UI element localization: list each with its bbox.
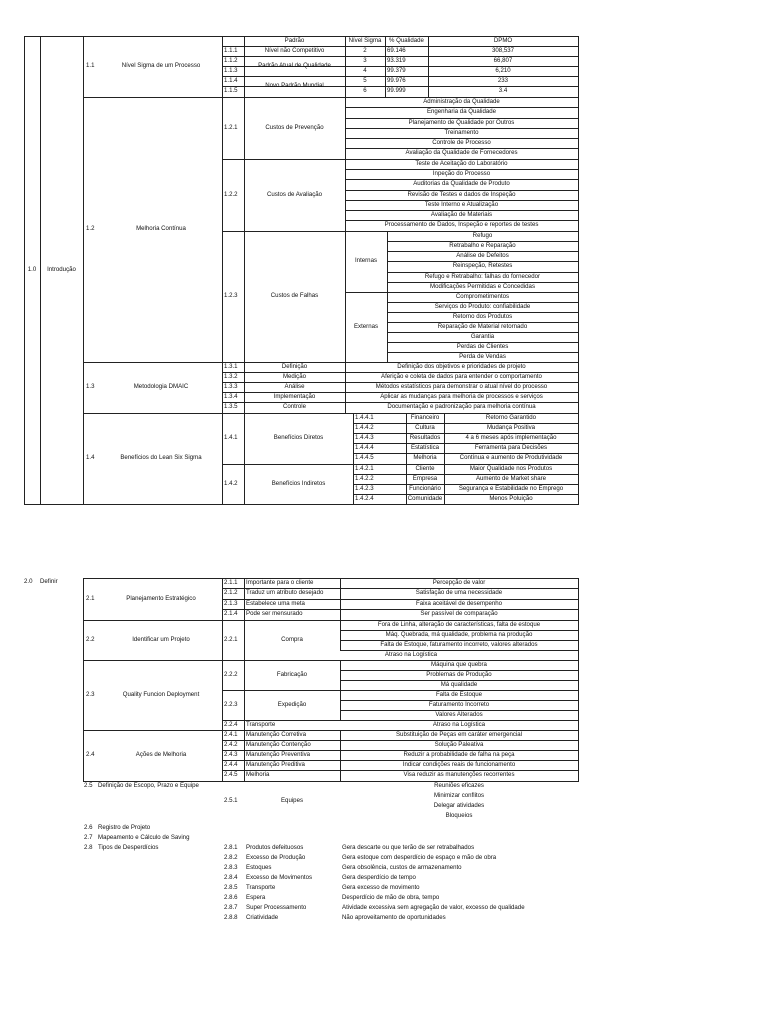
external-failure-item: Serviços do Produto: confiabilidade [434, 302, 531, 310]
waste-description: Atividade excessiva sem agregação de valor, excesso de qualidade [342, 903, 525, 911]
prevention-item: Avaliação da Qualidade de Fornecedores [405, 149, 518, 157]
sigma-dpmo: 6,210 [495, 66, 511, 74]
grid-line [345, 128, 579, 129]
plan-code: 2.1.3 [224, 599, 238, 607]
appraisal-item: Auditorias da Qualidade de Produto [413, 180, 510, 188]
external-failure-item: Comprometimentos [455, 292, 510, 300]
benefit-description: Maior Qualidade nos Produtos [469, 464, 553, 472]
action-code: 2.4.3 [224, 750, 238, 758]
fabrication-issue: Problemas de Produção [426, 670, 492, 678]
grid-line [345, 220, 579, 221]
appraisal-item: Inpeção do Processo [432, 169, 491, 177]
shipping-issue: Valores Alterados [435, 710, 483, 718]
benefit-description: Aumento de Market share [475, 474, 547, 482]
subsection-number: 2.6 [84, 823, 93, 831]
action-label: Manutenção Preventiva [246, 750, 311, 758]
qfd-code: 2.2.4 [224, 720, 238, 728]
grid-line [345, 169, 579, 170]
internal-failure-item: Reinspeção, Retestes [452, 262, 513, 270]
grid-line [345, 179, 579, 180]
subsection-number: 1.2 [86, 225, 95, 233]
sigma-code: 1.1.1 [224, 46, 238, 54]
waste-code: 2.8.5 [224, 883, 238, 891]
sigma-dpmo: 233 [497, 76, 509, 84]
subsection-title: Registro de Projeto [98, 823, 151, 831]
sigma-header-cell: Nível Sigma [348, 36, 382, 44]
waste-code: 2.8.2 [224, 853, 238, 861]
dmaic-description: Métodos estatísticos para demonstrar o atual nível do processo [375, 382, 548, 390]
benefit-code: 1.4.2 [224, 479, 238, 487]
benefit-code: 1.4.1 [224, 434, 238, 442]
subsection-title: Benefícios do Lean Six Sigma [120, 454, 202, 462]
project-code: 2.2.1 [224, 635, 238, 643]
project-sub: Compra [281, 635, 303, 643]
qfd-code: 2.2.2 [224, 670, 238, 678]
cost-title: Custos de Falhas [270, 292, 319, 300]
grid-line [387, 332, 579, 333]
benefit-title: Benefícios Indiretos [271, 479, 326, 487]
dmaic-phase: Definição [281, 362, 308, 370]
sigma-code: 1.1.4 [224, 76, 238, 84]
plan-code: 2.1.4 [224, 610, 238, 618]
benefit-row-code: 1.4.2.1 [355, 464, 374, 472]
dmaic-phase: Controle [282, 403, 307, 411]
fabrication-issue: Máquina que quebra [431, 660, 487, 668]
grid-line [387, 272, 579, 273]
grid-line [387, 342, 579, 343]
team-item: Reuniões eficazes [434, 781, 484, 789]
action-description: Substituição de Peças em caráter emergencial [395, 730, 522, 738]
cost-code: 1.2.3 [224, 292, 238, 300]
waste-description: Não aproveitamento de oportunidades [342, 913, 446, 921]
appraisal-item: Avaliação de Materiais [430, 210, 493, 218]
dmaic-description: Aferição e coleta de dados para entender o comportamento [381, 372, 542, 380]
dmaic-description: Aplicar as mudanças para melhoria de processos e serviços [380, 392, 543, 400]
external-failure-item: Perda de Vendas [459, 352, 506, 360]
waste-type: Excesso de Produção [246, 853, 306, 861]
plan-label: Importante para o cliente [246, 578, 314, 586]
waste-description: Gera excesso de movimento [342, 883, 420, 891]
sigma-level: 6 [363, 87, 367, 95]
grid-line [244, 56, 346, 57]
dmaic-phase: Medição [282, 372, 307, 380]
section-title: Introdução [47, 265, 76, 273]
waste-code: 2.8.7 [224, 903, 238, 911]
benefit-description: Contínua e aumento de Produtividade [459, 454, 563, 462]
plan-description: Ser passível de comparação [420, 610, 498, 618]
benefit-type: Funcionário [409, 484, 441, 492]
subsection-title: Melhoria Contínua [136, 225, 186, 233]
sigma-level: 3 [363, 56, 367, 64]
benefit-type: Resultados [409, 433, 441, 441]
benefit-row-code: 1.4.4.4 [355, 443, 374, 451]
grid-line [387, 261, 579, 262]
shipping-issue: Faturamento Incorreto [428, 700, 490, 708]
grid-line [24, 504, 579, 505]
team-item: Delegar atividades [433, 801, 485, 809]
section-title: Definir [40, 577, 58, 585]
plan-label: Estabelece uma meta [246, 599, 305, 607]
action-code: 2.4.2 [224, 740, 238, 748]
plan-description: Faixa aceitável de desempenho [415, 599, 503, 607]
failure-group-label: Externas [353, 322, 379, 330]
appraisal-item: Teste de Aceitação do Laboratório [415, 159, 508, 167]
plan-label: Pode ser mensurado [246, 610, 303, 618]
transport-issue: Atraso na Logística [432, 720, 486, 728]
plan-label: Traduz um atributo desejado [246, 589, 324, 597]
action-description: Visa reduzir as manutenções recorrentes [403, 771, 515, 779]
subsection-number: 1.1 [86, 62, 95, 70]
purchase-issue: Falta de Estoque, faturamento incorreto, valores alterados [380, 640, 538, 648]
waste-description: Gera descarte ou que terão de ser retrabalhados [342, 843, 475, 851]
waste-description: Gera desperdício de tempo [342, 873, 416, 881]
sigma-standard: Padrão Atual de Qualidade [258, 61, 331, 69]
action-code: 2.4.4 [224, 760, 238, 768]
benefit-type: Cultura [415, 423, 435, 431]
qfd-title: Fabricação [276, 670, 308, 678]
dmaic-code: 1.3.4 [224, 392, 238, 400]
qfd-code: 2.2.3 [224, 700, 238, 708]
subsection-title: Planejamento Estratégico [126, 594, 196, 602]
benefit-type: Melhoria [413, 454, 437, 462]
sigma-quality: 99.379 [387, 66, 406, 74]
subsection-number: 2.3 [86, 690, 95, 698]
grid-line [387, 322, 579, 323]
dmaic-code: 1.3.1 [224, 362, 238, 370]
sigma-quality: 69.146 [387, 46, 406, 54]
external-failure-item: Retorno dos Produtos [452, 312, 513, 320]
plan-description: Satisfação de uma necessidade [415, 589, 503, 597]
subsection-number: 2.8 [84, 843, 93, 851]
team-sub: Equipes [280, 796, 304, 804]
sigma-dpmo: 308,537 [491, 46, 515, 54]
prevention-item: Engenharia da Qualidade [426, 108, 497, 116]
grid-line [244, 76, 346, 77]
sigma-level: 5 [363, 76, 367, 84]
sigma-code: 1.1.5 [224, 87, 238, 95]
sigma-code: 1.1.2 [224, 56, 238, 64]
action-label: Manutenção Corretiva [246, 730, 306, 738]
waste-type: Produtos defeituosos [246, 843, 304, 851]
benefit-row-code: 1.4.2.4 [355, 494, 374, 502]
external-failure-item: Garantia [470, 332, 495, 340]
sigma-level: 4 [363, 66, 367, 74]
benefit-type: Cliente [415, 464, 435, 472]
subsection-title: Ações de Melhoria [135, 751, 187, 759]
waste-type: Excesso de Movimentos [246, 873, 313, 881]
subsection-number: 2.5 [84, 781, 93, 789]
subsection-title: Metodologia DMAIC [133, 383, 189, 391]
action-code: 2.4.1 [224, 730, 238, 738]
dmaic-description: Definição dos objetivos e prioridades de projeto [397, 362, 526, 370]
waste-type: Transporte [246, 883, 276, 891]
waste-type: Espera [246, 893, 266, 901]
grid-line [345, 148, 579, 149]
appraisal-item: Processamento de Dados, Inspeção e reportes de testes [384, 221, 539, 229]
waste-code: 2.8.3 [224, 863, 238, 871]
benefit-type: Comunidade [407, 494, 443, 502]
dmaic-code: 1.3.3 [224, 382, 238, 390]
waste-code: 2.8.1 [224, 843, 238, 851]
sigma-dpmo: 3.4 [498, 87, 508, 95]
cost-title: Custos de Prevenção [265, 123, 324, 131]
waste-type: Super Processamento [246, 903, 307, 911]
benefit-type: Empresa [412, 474, 438, 482]
grid-line [345, 107, 579, 108]
team-item: Minimizar conflitos [433, 791, 485, 799]
dmaic-phase: Análise [284, 382, 305, 390]
dmaic-code: 1.3.2 [224, 372, 238, 380]
purchase-issue: Fora de Linha, alteração de características, falta de estoque [377, 620, 541, 628]
action-code: 2.4.5 [224, 771, 238, 779]
purchase-issue: Atraso na Logística [384, 650, 438, 658]
subsection-title: Identificar um Projeto [132, 635, 190, 643]
benefit-description: Menos Poluição [489, 494, 533, 502]
subsection-number: 2.7 [84, 833, 93, 841]
external-failure-item: Perdas de Clientes [456, 342, 509, 350]
grid-line [387, 352, 579, 353]
appraisal-item: Revisão de Testes e dados de Inspeção [407, 190, 516, 198]
section-number: 2.0 [24, 577, 33, 585]
prevention-item: Planejamento de Qualidade por Outros [408, 118, 515, 126]
benefit-title: Benefícios Diretos [273, 434, 324, 442]
sigma-quality: 93.319 [387, 56, 406, 64]
grid-line [345, 210, 579, 211]
benefit-description: Retorno Garantido [485, 413, 537, 421]
action-description: Indicar condições reais de funcionamento [402, 760, 516, 768]
benefit-type: Estatística [410, 443, 440, 451]
waste-code: 2.8.4 [224, 873, 238, 881]
subsection-title: Definição de Escopo, Prazo e Equipe [98, 781, 199, 789]
grid-line [387, 251, 579, 252]
subsection-title: Quality Funcion Deployment [122, 690, 200, 698]
waste-description: Desperdício de mão de obra, tempo [342, 893, 440, 901]
benefit-description: Mudança Positiva [486, 423, 536, 431]
prevention-item: Treinamento [444, 128, 479, 136]
benefit-row-code: 1.4.4.3 [355, 433, 374, 441]
subsection-number: 1.3 [86, 383, 95, 391]
sigma-header-cell: % Qualidade [389, 36, 424, 44]
waste-type: Estoques [246, 863, 272, 871]
grid-line [387, 282, 579, 283]
shipping-issue: Falta de Estoque [435, 690, 483, 698]
waste-type: Criatividade [246, 913, 279, 921]
benefit-row-code: 1.4.2.2 [355, 474, 374, 482]
subsection-number: 1.4 [86, 454, 95, 462]
team-item: Bloqueios [445, 811, 473, 819]
sigma-header-cell: Padrão [284, 36, 305, 44]
subsection-title: Tipos de Desperdícios [98, 843, 159, 851]
grid-line [387, 312, 579, 313]
internal-failure-item: Análise de Defeitos [456, 251, 509, 259]
appraisal-item: Teste Interno e Atualização [424, 200, 499, 208]
benefit-row-code: 1.4.4.2 [355, 423, 374, 431]
action-label: Manutenção Contenção [246, 740, 311, 748]
action-description: Solução Paleativa [434, 740, 484, 748]
dmaic-phase: Implementação [273, 392, 316, 400]
plan-code: 2.1.2 [224, 589, 238, 597]
dmaic-description: Documentação e padronização para melhoria contínua [387, 403, 536, 411]
grid-line [345, 118, 579, 119]
action-label: Manutenção Preditiva [246, 760, 305, 768]
grid-line [345, 190, 579, 191]
team-code: 2.5.1 [224, 796, 238, 804]
benefit-description: 4 a 6 meses após implementação [465, 433, 557, 441]
sigma-code: 1.1.3 [224, 66, 238, 74]
plan-code: 2.1.1 [224, 578, 238, 586]
action-label: Melhoria [246, 771, 270, 779]
cost-code: 1.2.2 [224, 190, 238, 198]
subsection-number: 2.2 [86, 635, 95, 643]
subsection-title: Nível Sigma de um Processo [121, 62, 201, 70]
sigma-quality: 99.999 [387, 87, 406, 95]
prevention-item: Controle de Processo [432, 138, 491, 146]
benefit-description: Ferramenta para Decisões [474, 443, 548, 451]
waste-code: 2.8.6 [224, 893, 238, 901]
qfd-title: Expedição [277, 700, 307, 708]
failure-group-label: Internas [354, 257, 378, 265]
subsection-number: 2.1 [86, 594, 95, 602]
qfd-title: Transporte [246, 720, 276, 728]
sigma-standard: Novo Padrão Mundial [265, 82, 324, 90]
waste-code: 2.8.8 [224, 913, 238, 921]
subsection-number: 2.4 [86, 751, 95, 759]
benefit-row-code: 1.4.4.1 [355, 413, 374, 421]
internal-failure-item: Refugo [472, 231, 493, 239]
grid-line [387, 302, 579, 303]
external-failure-item: Reparação de Material retornado [437, 322, 528, 330]
benefit-description: Segurança e Estabilidade no Emprego [458, 484, 564, 492]
internal-failure-item: Modificações Permitidas e Concedidas [430, 282, 535, 290]
internal-failure-item: Refugo e Retrabalho: falhas do fornecedor [424, 272, 541, 280]
sigma-quality: 99.976 [387, 76, 406, 84]
sigma-header-cell: DPMO [493, 36, 513, 44]
dmaic-code: 1.3.5 [224, 403, 238, 411]
plan-description: Percepção de valor [432, 578, 486, 586]
cost-code: 1.2.1 [224, 123, 238, 131]
grid-line [345, 200, 579, 201]
action-description: Reduzir a probabilidade de falha na peça [403, 750, 515, 758]
prevention-item: Administração da Qualidade [423, 97, 500, 105]
grid-line [387, 241, 579, 242]
benefit-row-code: 1.4.2.3 [355, 484, 374, 492]
cost-title: Custos de Avaliação [266, 190, 323, 198]
subsection-title: Mapeamento e Cálculo de Saving [98, 833, 190, 841]
grid-line [345, 138, 579, 139]
benefit-type: Financeiro [410, 413, 440, 421]
internal-failure-item: Retrabalho e Reparação [449, 241, 516, 249]
waste-description: Gera obsolência, custos de armazenamento [342, 863, 462, 871]
section-number: 1.0 [27, 265, 37, 273]
purchase-issue: Máq. Quebrada, má qualidade, problema na produção [385, 630, 533, 638]
sigma-level: 2 [363, 46, 367, 54]
fabrication-issue: Má qualidade [440, 680, 478, 688]
sigma-dpmo: 66,807 [493, 56, 513, 64]
waste-description: Gera estoque com desperdício de espaço e mão de obra [342, 853, 497, 861]
sigma-standard: Nível não Competitivo [264, 46, 325, 54]
benefit-row-code: 1.4.4.5 [355, 454, 374, 462]
